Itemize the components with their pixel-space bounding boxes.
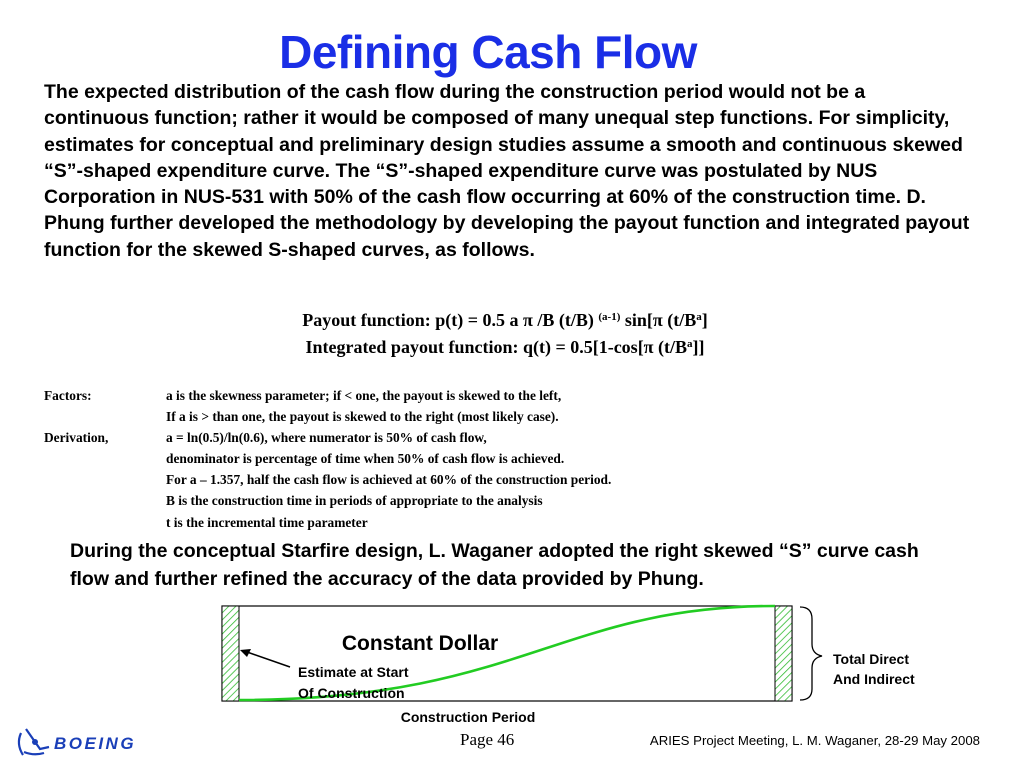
estimate-start-label-1: Estimate at Start (298, 664, 409, 680)
derivation-line: B is the construction time in periods of appropriate to the analysis (166, 493, 543, 509)
derivation-line: For a – 1.357, half the cash flow is achieved at 60% of the construction period. (166, 472, 612, 488)
total-direct-label-1: Total Direct (833, 651, 909, 667)
payout-formula-close: ] (701, 310, 708, 330)
conclusion-paragraph: During the conceptual Starfire design, L. Waganer adopted the right skewed “S” curve cash flow and further refined the accuracy of the data provided by Phung. (70, 540, 919, 590)
derivation-line: t is the incremental time parameter (166, 514, 368, 530)
slide-title: Defining Cash Flow (279, 26, 697, 78)
boeing-wordmark: BOEING (54, 734, 137, 753)
payout-formula-tail: sin[π (t/B (620, 310, 697, 330)
integrated-formula-close: ]] (692, 337, 705, 357)
integrated-formula-exponent: a (687, 338, 693, 350)
intro-paragraph: The expected distribution of the cash flow during the construction period would not be a continuous function; rather it would be composed of many unequal step functions. For simplicity, estimates for conceptual and preliminary design studies assume a smooth and continuous skewed “S”-shaped expenditure curve. The “S”-shaped expenditure curve was postulated by NUS Corporation in NUS-531 with 50% of the cash flow occurring at 60% of the construction time. D. Phung further developed the methodology by developing the payout function and integrated payout function for the skewed S-shaped curves, as follows. (44, 81, 970, 261)
construction-period-label: Construction Period (400, 709, 536, 725)
total-brace (800, 607, 822, 700)
payout-formula-tail-exponent: a (696, 311, 702, 323)
factors-label: Factors: (44, 388, 92, 403)
integrated-formula-main: Integrated payout function: q(t) = 0.5[1-cos[π (t/B (305, 337, 688, 357)
boeing-logo (14, 722, 184, 762)
total-direct-label-2: And Indirect (833, 671, 915, 687)
derivation-line: denominator is percentage of time when 50% of cash flow is achieved. (166, 451, 565, 467)
payout-formula-exponent: (a-1) (598, 311, 621, 323)
meeting-footer: ARIES Project Meeting, L. M. Waganer, 28-29 May 2008 (649, 733, 980, 748)
derivation-line: a = ln(0.5)/ln(0.6), where numerator is 50% of cash flow, (166, 430, 487, 446)
constant-dollar-label: Constant Dollar (341, 632, 499, 655)
end-hatch-bar (775, 606, 792, 701)
boeing-logo-icon (19, 729, 49, 755)
estimate-arrow (247, 652, 290, 667)
estimate-start-label-2: Of Construction (298, 685, 405, 701)
page-number: Page 46 (460, 730, 515, 749)
derivation-label: Derivation, (44, 430, 109, 446)
factors-line: If a is > than one, the payout is skewed to the right (most likely case). (166, 409, 559, 425)
start-hatch-bar (222, 606, 239, 701)
factors-line: a is the skewness parameter; if < one, the payout is skewed to the left, (166, 388, 562, 403)
payout-formula-main: Payout function: p(t) = 0.5 a π /B (t/B) (302, 310, 599, 330)
